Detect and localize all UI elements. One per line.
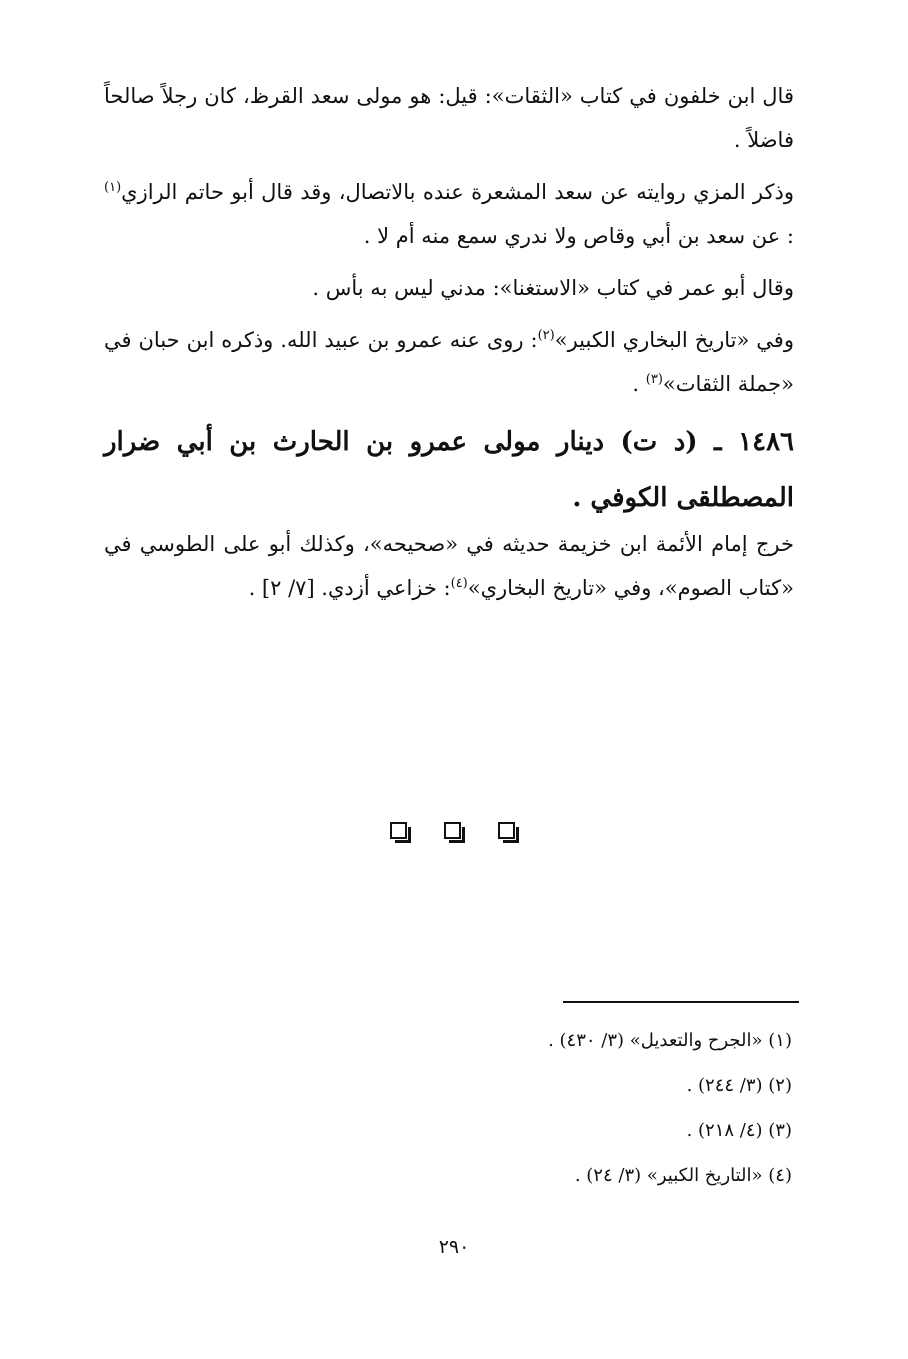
main-text-4: [104, 318, 794, 406]
paragraph-abu-umar: وقال أبو عمر في كتاب «الاستغنا»: مدني ليس به بأس .: [312, 276, 794, 300]
paragraph-ibn-khalfun: قال ابن خلفون في كتاب «الثقات»: قيل: هو مولى سعد القرظ، كان رجلاً صالحاً فاضلاً .: [104, 84, 794, 152]
paragraph-ibn-khuzaymah-text-2: : خزاعي أزدي. [٧/ ٢] .: [248, 576, 451, 600]
ornament-box-icon: [444, 822, 464, 842]
paragraph-bukhari-text-3: .: [632, 372, 646, 396]
footnote-ref-1[interactable]: (١): [104, 180, 122, 195]
footnote-4: (٤) «التاريخ الكبير» (٣/ ٢٤) .: [574, 1165, 792, 1186]
entry-block: [104, 414, 794, 526]
page-number: ٢٩٠: [438, 1236, 470, 1258]
footnote-ref-3[interactable]: (٣): [645, 372, 663, 387]
ornament-box-icon: [390, 822, 410, 842]
footnote-ref-2[interactable]: (٢): [537, 328, 555, 343]
footnote-separator: [563, 1001, 799, 1003]
footnote-3: (٣) (٤/ ٢١٨) .: [686, 1120, 792, 1141]
footnote-ref-4[interactable]: (٤): [450, 576, 468, 591]
paragraph-mizzi-text-2: : عن سعد بن أبي وقاص ولا ندري سمع منه أم لا .: [363, 224, 794, 248]
main-text-3: [104, 266, 794, 310]
footnote-1: (١) «الجرح والتعديل» (٣/ ٤٣٠) .: [548, 1030, 792, 1051]
main-text: [104, 74, 794, 162]
paragraph-bukhari-text-1: وفي «تاريخ البخاري الكبير»: [554, 328, 794, 352]
main-text-5: [104, 522, 794, 610]
footnotes: [300, 1018, 792, 1198]
footnote-2: (٢) (٣/ ٢٤٤) .: [686, 1075, 792, 1096]
paragraph-bukhari-text-2: : روى عنه عمرو بن عبيد الله. وذكره ابن حبان في «جملة الثقات»: [104, 328, 794, 396]
ornament-box-icon: [498, 822, 518, 842]
paragraph-bukhari: [104, 318, 794, 406]
paragraph-mizzi-text-1: وذكر المزي روايته عن سعد المشعرة عنده بالاتصال، وقد قال أبو حاتم الرازي: [121, 180, 794, 204]
paragraph-ibn-khuzaymah: [104, 522, 794, 610]
entry-title: ١٤٨٦ ـ (د ت) دينار مولى عمرو بن الحارث بن أبي ضرار المصطلقى الكوفي .: [104, 427, 794, 513]
paragraph-mizzi: [104, 170, 794, 258]
main-text-2: [104, 170, 794, 258]
section-divider-ornaments: [0, 822, 908, 846]
paragraph-ibn-khuzaymah-text-1: خرج إمام الأئمة ابن خزيمة حديثه في «صحيحه»، وكذلك أبو على الطوسي في «كتاب الصوم»، وفي «تاريخ البخاري»: [104, 532, 794, 600]
